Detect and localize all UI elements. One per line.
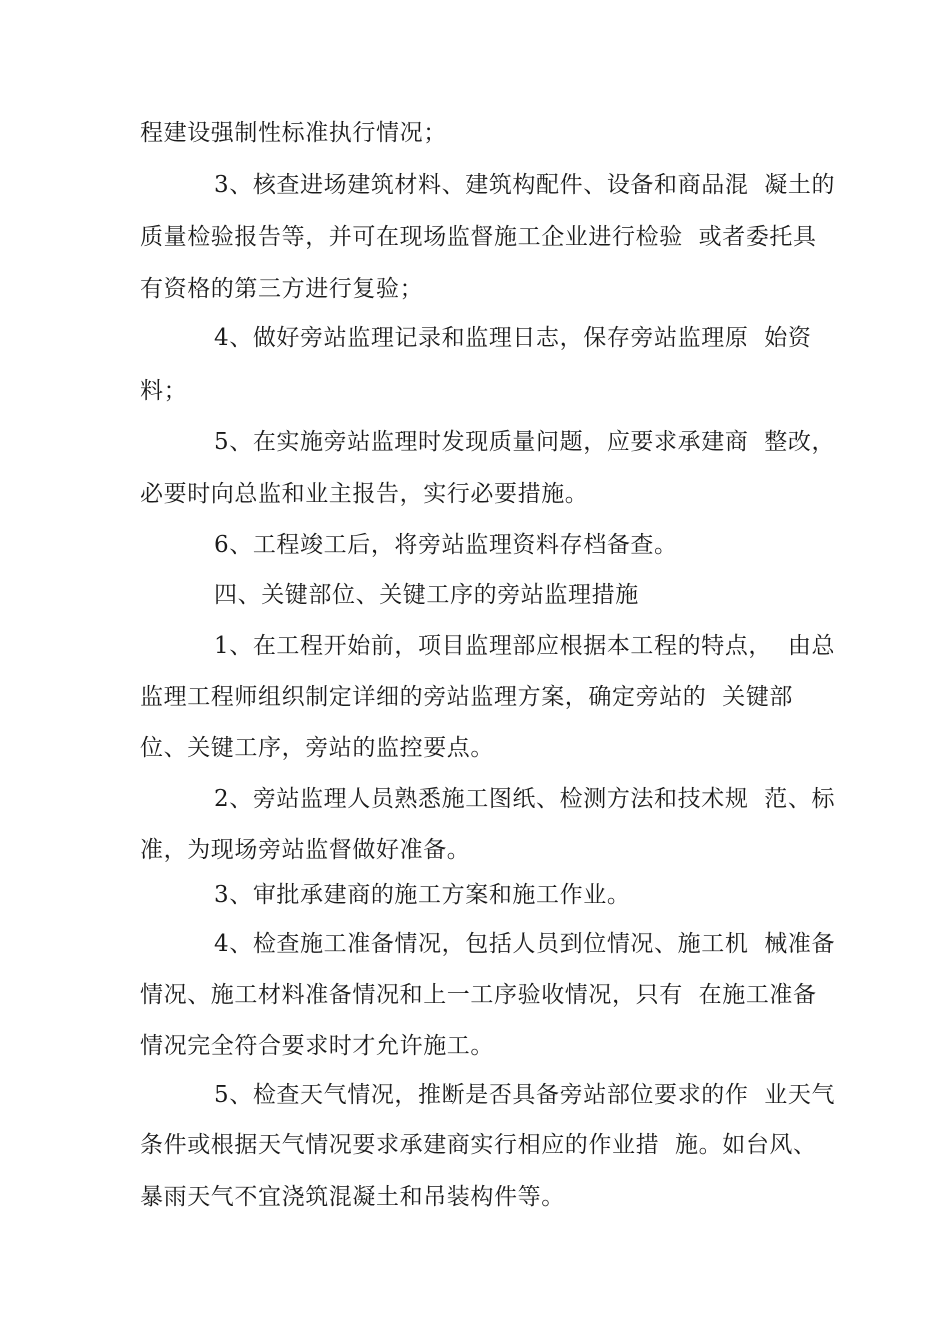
text-line: 有资格的第三方进行复验；: [140, 276, 424, 302]
text-line: 料；: [140, 378, 188, 404]
text-line: 质量检验报告等，并可在现场监督施工企业进行检验 或者委托具: [140, 224, 817, 250]
text-line: 位、关键工序，旁站的监控要点。: [140, 735, 494, 761]
text-line: 4、做好旁站监理记录和监理日志，保存旁站监理原 始资: [214, 325, 812, 351]
text-line: 必要时向总监和业主报告，实行必要措施。: [140, 481, 589, 507]
text-line: 1、在工程开始前，项目监理部应根据本工程的特点， 由总: [214, 633, 836, 659]
text-line: 3、核查进场建筑材料、建筑构配件、设备和商品混 凝土的: [214, 172, 836, 198]
text-line: 情况、施工材料准备情况和上一工序验收情况，只有 在施工准备: [140, 982, 817, 1008]
text-line: 5、检查天气情况，推断是否具备旁站部位要求的作 业天气: [214, 1082, 836, 1108]
text-line: 3、审批承建商的施工方案和施工作业。: [214, 882, 631, 908]
text-line: 2、旁站监理人员熟悉施工图纸、检测方法和技术规 范、标: [214, 786, 836, 812]
text-line: 程建设强制性标准执行情况；: [140, 120, 447, 146]
text-line: 暴雨天气不宜浇筑混凝土和吊装构件等。: [140, 1184, 565, 1210]
text-line: 条件或根据天气情况要求承建商实行相应的作业措 施。如台风、: [140, 1132, 817, 1158]
text-line: 准，为现场旁站监督做好准备。: [140, 837, 471, 863]
text-line: 6、工程竣工后，将旁站监理资料存档备查。: [214, 532, 678, 558]
text-line: 监理工程师组织制定详细的旁站监理方案，确定旁站的 关键部: [140, 684, 794, 710]
section-heading: 四、关键部位、关键工序的旁站监理措施: [214, 582, 639, 608]
text-line: 5、在实施旁站监理时发现质量问题，应要求承建商 整改，: [214, 429, 836, 455]
text-line: 4、检查施工准备情况，包括人员到位情况、施工机 械准备: [214, 931, 836, 957]
text-line: 情况完全符合要求时才允许施工。: [140, 1033, 494, 1059]
